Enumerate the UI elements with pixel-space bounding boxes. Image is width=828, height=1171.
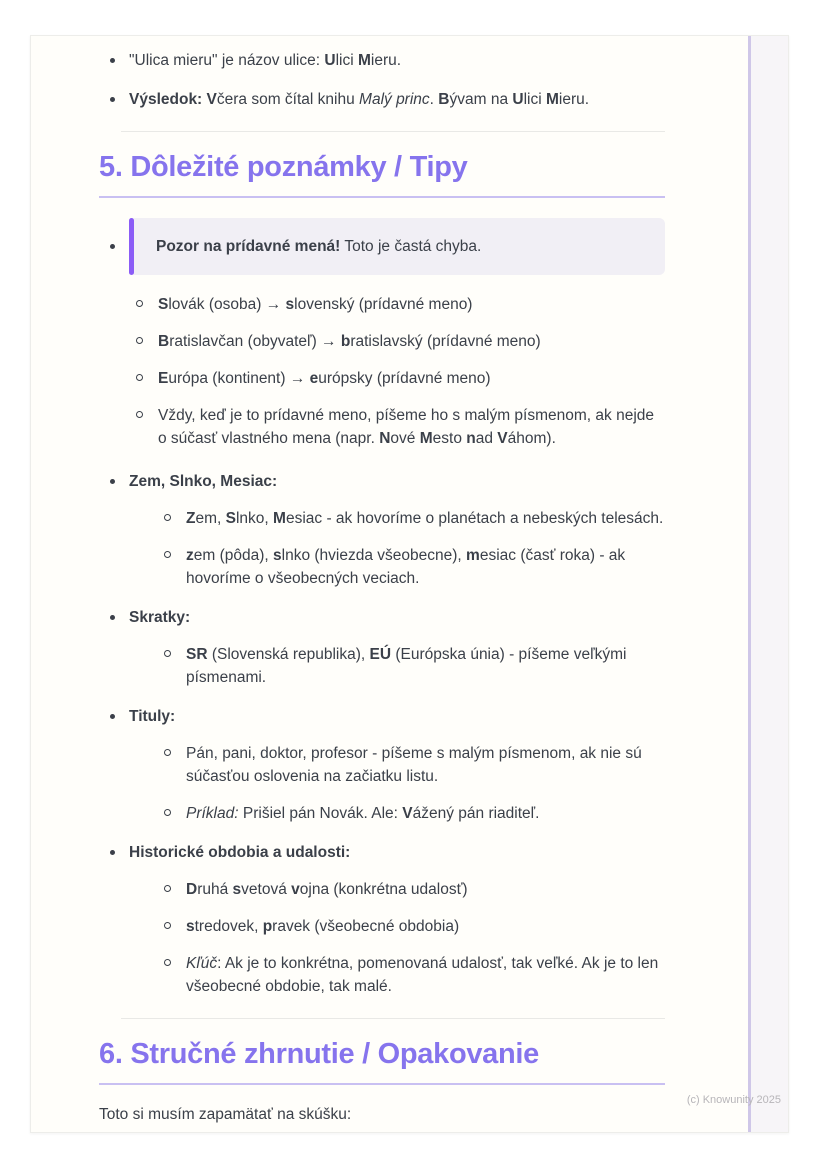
bullet-circle-icon xyxy=(164,809,171,816)
sub-list-item xyxy=(164,952,665,998)
bullet-dot-icon xyxy=(110,714,115,719)
section-6-heading: 6. Stručné zhrnutie / Opakovanie xyxy=(99,1037,665,1085)
page-edge-strip xyxy=(751,36,788,1132)
sub-list-item-text: Slovák (osoba) → slovenský (prídavné meno) xyxy=(158,296,473,313)
callout-list xyxy=(99,218,665,275)
sub-list-item-text: zem (pôda), slnko (hviezda všeobecne), mesiac (časť roka) - ak hovoríme o všeobecných veciach. xyxy=(186,547,626,587)
sub-list-item xyxy=(164,507,665,530)
sub-list-item xyxy=(164,742,665,788)
sub-list-item xyxy=(164,802,665,825)
bullet-circle-icon xyxy=(164,514,171,521)
note-group-historicke-obdobia xyxy=(99,841,665,998)
section-5-heading: 5. Dôležité poznámky / Tipy xyxy=(99,150,665,198)
sub-list-item xyxy=(136,367,665,390)
sub-list-item-text: Vždy, keď je to prídavné meno, píšeme ho s malým písmenom, ak nejde o súčasť vlastného mena (napr. Nové Mesto nad Váhom). xyxy=(158,407,654,447)
bullet-circle-icon xyxy=(164,551,171,558)
sub-list-item xyxy=(164,544,665,590)
group-sublist xyxy=(164,742,665,825)
section-divider xyxy=(121,131,665,132)
group-title: Historické obdobia a udalosti: xyxy=(129,844,351,861)
bullet-circle-icon xyxy=(164,749,171,756)
bullet-circle-icon xyxy=(136,337,143,344)
bullet-circle-icon xyxy=(164,959,171,966)
sub-list-item-text: Bratislavčan (obyvateľ) → bratislavský (prídavné meno) xyxy=(158,333,541,350)
bullet-circle-icon xyxy=(136,374,143,381)
sub-list-item-text: Druhá svetová vojna (konkrétna udalosť) xyxy=(186,881,468,898)
bullet-dot-icon xyxy=(110,244,115,249)
bullet-dot-icon xyxy=(110,58,115,63)
note-group-tituly xyxy=(99,705,665,825)
sub-list-item xyxy=(164,643,665,689)
bullet-circle-icon xyxy=(164,650,171,657)
sub-list-item-text: Pán, pani, doktor, profesor - píšeme s malým písmenom, ak nie sú súčasťou oslovenia na začiatku listu. xyxy=(186,745,642,785)
callout-box xyxy=(129,218,665,275)
group-sublist xyxy=(164,878,665,998)
bullet-circle-icon xyxy=(164,885,171,892)
sub-list-item-text: Kľúč: Ak je to konkrétna, pomenovaná udalosť, tak veľké. Ak je to len všeobecné obdobie, tak malé. xyxy=(186,955,659,995)
group-sublist xyxy=(164,507,665,590)
bullet-dot-icon xyxy=(110,615,115,620)
sub-list-item-text: stredovek, pravek (všeobecné obdobia) xyxy=(186,918,460,935)
group-title: Skratky: xyxy=(129,609,191,626)
list-item xyxy=(99,88,665,111)
document-content xyxy=(99,36,665,1126)
callout-sublist xyxy=(136,293,665,450)
intro-list xyxy=(99,36,665,111)
callout-text: Pozor na prídavné mená! Toto je častá chyba. xyxy=(156,238,482,255)
sub-list-item xyxy=(164,915,665,938)
sub-list-item-text: SR (Slovenská republika), EÚ (Európska únia) - píšeme veľkými písmenami. xyxy=(186,646,627,686)
bullet-dot-icon xyxy=(110,479,115,484)
document-page xyxy=(30,35,789,1133)
group-title: Tituly: xyxy=(129,708,176,725)
sub-list-item xyxy=(164,878,665,901)
sub-list-item-text: Európa (kontinent) → európsky (prídavné meno) xyxy=(158,370,491,387)
bullet-dot-icon xyxy=(110,97,115,102)
bullet-circle-icon xyxy=(136,300,143,307)
list-item-text: "Ulica mieru" je názov ulice: Ulici Mieru. xyxy=(129,52,402,69)
bullet-dot-icon xyxy=(110,850,115,855)
sub-list-item xyxy=(136,330,665,353)
sub-list-item-text: Príklad: Prišiel pán Novák. Ale: Vážený pán riaditeľ. xyxy=(186,805,540,822)
summary-intro-paragraph: Toto si musím zapamätať na skúšku: xyxy=(99,1106,352,1123)
list-item-text: Výsledok: Včera som čítal knihu Malý princ. Bývam na Ulici Mieru. xyxy=(129,91,590,108)
list-item xyxy=(99,49,665,72)
section-divider xyxy=(121,1018,665,1019)
callout-accent-bar xyxy=(129,218,134,275)
copyright-watermark: (c) Knowunity 2025 xyxy=(686,1094,781,1106)
callout-list-item xyxy=(99,218,665,275)
sub-list-item-text: Zem, Slnko, Mesiac - ak hovoríme o planétach a nebeských telesách. xyxy=(186,510,664,527)
group-sublist xyxy=(164,643,665,689)
sub-list-item xyxy=(136,404,665,450)
note-group-zem-slnko-mesiac xyxy=(99,470,665,590)
bullet-circle-icon xyxy=(164,922,171,929)
sub-list-item xyxy=(136,293,665,316)
bullet-circle-icon xyxy=(136,411,143,418)
page-edge-line xyxy=(748,36,751,1132)
note-group-skratky xyxy=(99,606,665,689)
group-title: Zem, Slnko, Mesiac: xyxy=(129,473,278,490)
notes-group-list xyxy=(99,470,665,998)
